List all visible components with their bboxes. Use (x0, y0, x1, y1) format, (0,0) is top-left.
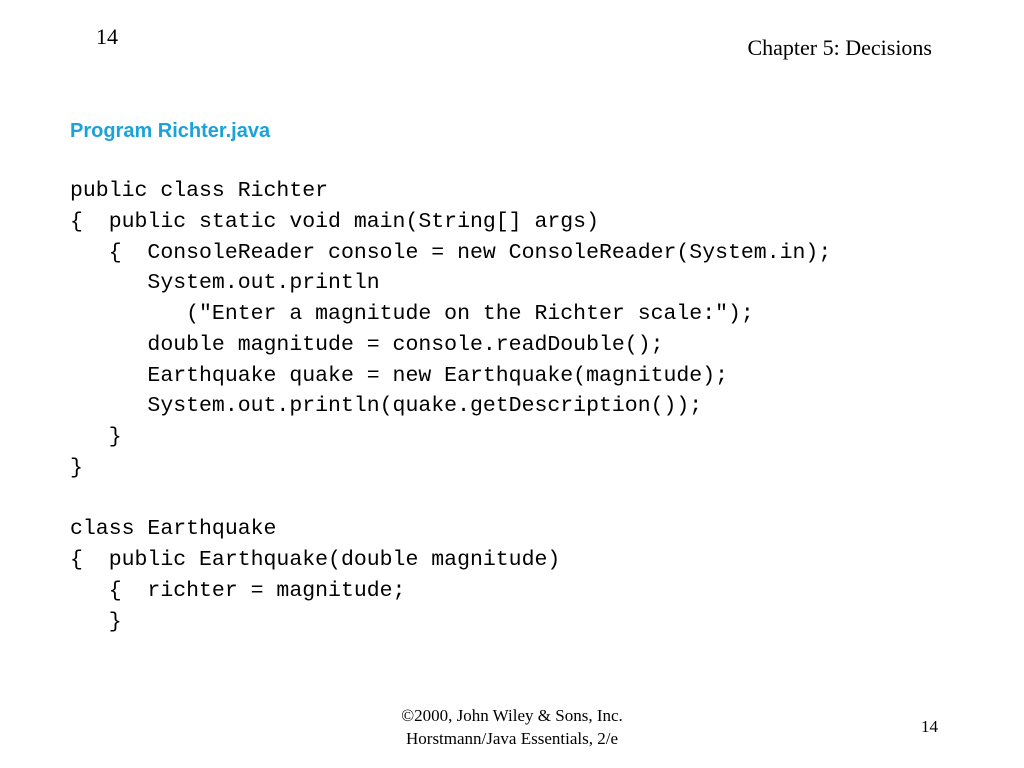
code-line: } (70, 609, 122, 634)
code-line: System.out.println (70, 271, 380, 296)
code-line: Earthquake quake = new Earthquake(magnitude); (70, 363, 729, 388)
edition-line: Horstmann/Java Essentials, 2/e (406, 729, 618, 748)
code-line: } (70, 455, 83, 480)
copyright-line: ©2000, John Wiley & Sons, Inc. (401, 706, 623, 725)
code-line: } (70, 425, 122, 449)
code-line: { public static void main(String[] args) (70, 209, 599, 234)
code-line: public class Richter (70, 179, 329, 203)
code-line: class Earthquake (70, 517, 277, 542)
code-line: { richter = magnitude; (70, 578, 406, 603)
code-line: System.out.println(quake.getDescription()); (70, 394, 703, 419)
code-line: { public Earthquake(double magnitude) (70, 548, 561, 572)
program-heading: Program Richter.java (70, 120, 271, 142)
code-block (70, 176, 831, 637)
code-line: { ConsoleReader console = new ConsoleReader(System.in); (70, 240, 832, 265)
code-line (70, 484, 831, 515)
slide-number-top: 14 (96, 24, 118, 49)
code-line: double magnitude = console.readDouble(); (70, 332, 664, 357)
chapter-title: Chapter 5: Decisions (747, 35, 932, 60)
footer-copyright (0, 704, 1024, 750)
code-line: ("Enter a magnitude on the Richter scale:"); (70, 302, 754, 326)
slide-number-bottom: 14 (921, 717, 938, 736)
